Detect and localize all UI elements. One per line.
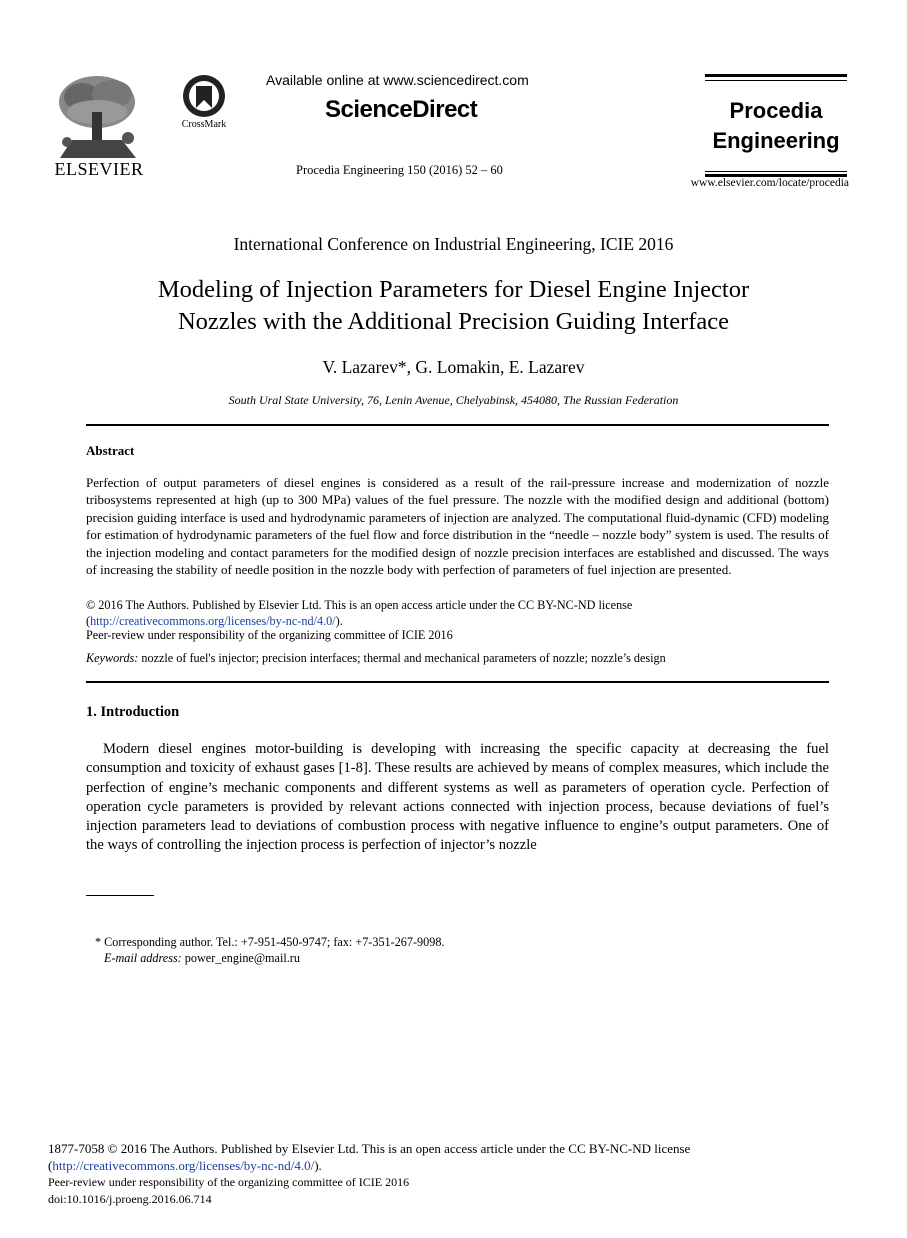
crossmark-badge[interactable]	[176, 74, 232, 134]
journal-reference: Procedia Engineering 150 (2016) 52 – 60	[296, 163, 503, 177]
abstract-text: Perfection of output parameters of diesel engines is considered as a result of the rail-pressure increase and modernization of nozzle tribosystems represented at high (up to 300 MPa) values of the fuel pressure. The nozzle with the modified design and additional (bottom) precision guiding interface is used and hydrodynamic parameters of injection are analyzed. The computational fluid-dynamic (CFD) modeling for estimation of hydrodynamic parameters of the fuel flow and force distribution in the “needle – nozzle body” system is used. The results of the injection modeling and contact parameters for the modified design of nozzle precision interfaces are established and discussed. The ways of increasing the stability of needle position in the nozzle body with perfection of parameters of fuel injection are presented.	[86, 475, 829, 578]
keywords-label: Keywords:	[86, 651, 139, 665]
paper-title-line2: Nozzles with the Additional Precision Guiding Interface	[177, 308, 730, 335]
brand-rule-top	[705, 74, 847, 77]
available-online: Available online at www.sciencedirect.com	[266, 72, 529, 88]
abstract-copyright	[86, 598, 829, 629]
keywords	[86, 651, 829, 666]
footnote-rule	[86, 895, 154, 896]
footer-copyright: 1877-7058 © 2016 The Authors. Published by Elsevier Ltd. This is an open access article under the CC BY-NC-ND license	[48, 1141, 691, 1156]
paper-title-line1: Modeling of Injection Parameters for Diesel Engine Injector	[157, 276, 750, 303]
footer-license-link[interactable]: http://creativecommons.org/licenses/by-nc-nd/4.0/	[52, 1158, 315, 1173]
peer-review-note: Peer-review under responsibility of the organizing committee of ICIE 2016	[86, 628, 453, 642]
journal-brand	[705, 74, 847, 178]
abstract-heading: Abstract	[86, 443, 135, 458]
page-footer	[48, 1140, 848, 1208]
conference-name: International Conference on Industrial Engineering, ICIE 2016	[233, 234, 674, 254]
brand-rule-top-thin	[705, 80, 847, 81]
elsevier-logo	[52, 72, 146, 182]
brand-rule-bottom-thin	[705, 171, 847, 172]
divider-bottom	[86, 681, 829, 683]
divider-top	[86, 424, 829, 426]
footnote-corresponding: * Corresponding author. Tel.: +7-951-450-9747; fax: +7-351-267-9098.	[95, 935, 445, 949]
affiliation: South Ural State University, 76, Lenin Avenue, Chelyabinsk, 454080, The Russian Federation	[228, 393, 679, 407]
keywords-list: nozzle of fuel's injector; precision interfaces; thermal and mechanical parameters of nozzle; nozzle’s design	[141, 651, 666, 665]
footer-doi[interactable]: doi:10.1016/j.proeng.2016.06.714	[48, 1192, 212, 1206]
journal-title	[705, 96, 847, 156]
journal-url[interactable]: www.elsevier.com/locate/procedia	[690, 177, 849, 189]
crossmark-icon	[182, 74, 226, 118]
footer-license-line: (http://creativecommons.org/licenses/by-nc-nd/4.0/).	[48, 1158, 322, 1173]
journal-title-line2: Engineering	[712, 128, 840, 153]
footer-peer-review: Peer-review under responsibility of the organizing committee of ICIE 2016	[48, 1175, 410, 1189]
publisher-name: ELSEVIER	[54, 159, 144, 179]
crossmark-label: CrossMark	[181, 119, 227, 130]
journal-title-line1: Procedia	[729, 98, 823, 123]
elsevier-tree-icon	[52, 72, 142, 158]
license-line: (http://creativecommons.org/licenses/by-nc-nd/4.0/).	[86, 613, 343, 628]
copyright-text: © 2016 The Authors. Published by Elsevier Ltd. This is an open access article under the CC BY-NC-ND license	[86, 598, 633, 612]
license-link[interactable]: http://creativecommons.org/licenses/by-nc-nd/4.0/	[90, 613, 336, 628]
email-address[interactable]: power_engine@mail.ru	[184, 951, 300, 965]
footnote-email	[104, 951, 300, 966]
section-body: Modern diesel engines motor-building is developing with increasing the specific capacity at decreasing the fuel consumption and toxicity of exhaust gases [1-8]. These results are achieved by means of complex measures, which include the perfection of engine’s mechanic components and different systems as well as parameters of operation cycle. Perfection of operation cycle parameters is provided by relevant actions connected with injection process, because deviations of fuel’s injection parameters lead to deviations of combustion process with negative influence to engine’s output parameters. One of the ways of controlling the injection process is perfection of injector’s nozzle	[86, 741, 829, 854]
email-label: E-mail address:	[104, 951, 182, 965]
paper-title	[60, 274, 847, 338]
section-heading: 1. Introduction	[86, 704, 180, 720]
sciencedirect-logo: ScienceDirect	[325, 96, 478, 123]
authors: V. Lazarev*, G. Lomakin, E. Lazarev	[322, 357, 585, 377]
